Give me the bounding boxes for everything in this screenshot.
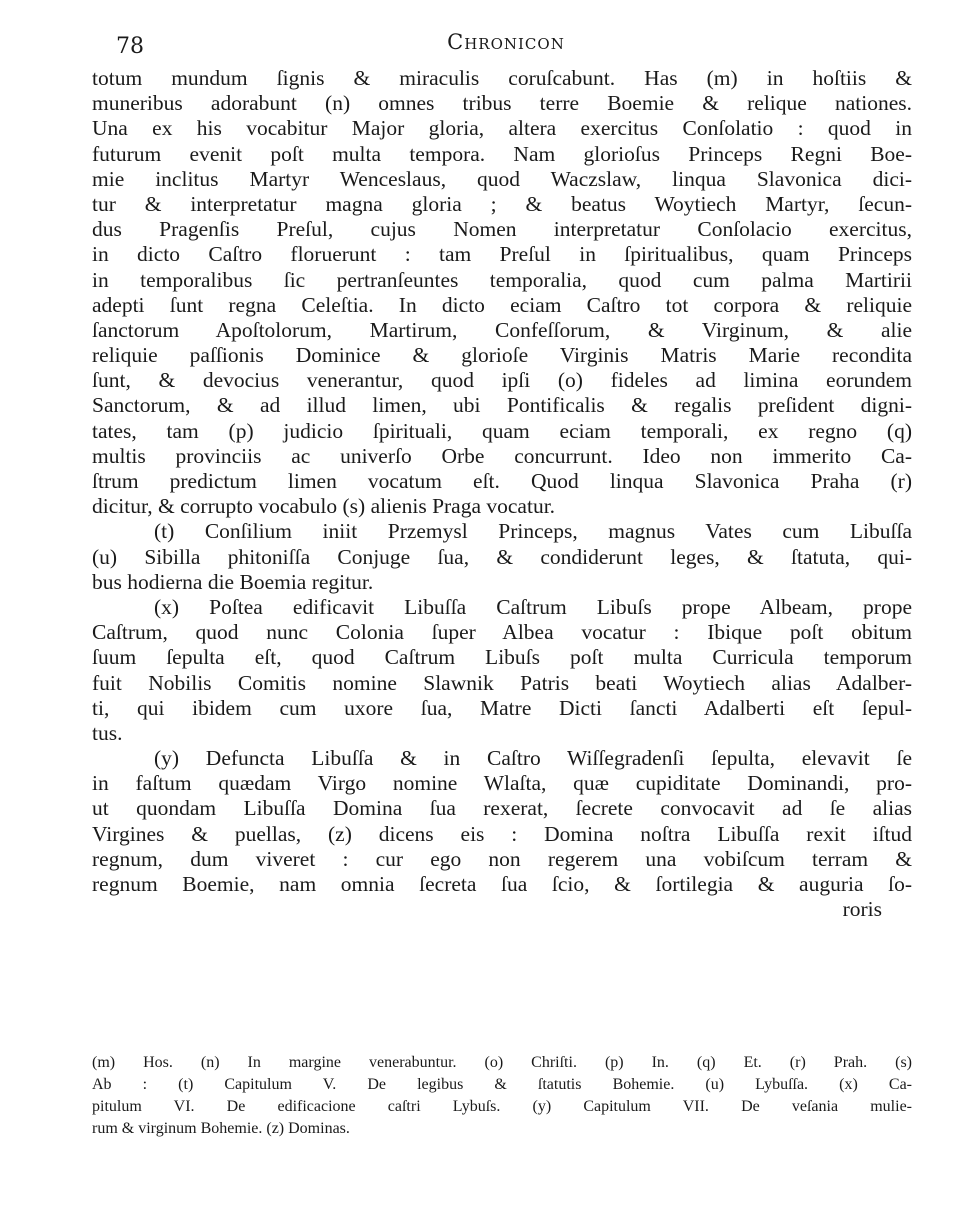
text-line: reliquie paſſionis Dominice & glorioſe Virginis Matris Marie recondita <box>92 343 912 368</box>
footnote-line: pitulum VI. De edificacione caſtri Lybuſs. (y) Capitulum VII. De veſania mulie- <box>92 1098 912 1115</box>
text-line: regnum, dum viveret : cur ego non regerem una vobiſcum terram & <box>92 846 912 871</box>
text-line: Sanctorum, & ad illud limen, ubi Pontificalis & regalis preſident digni- <box>92 393 912 418</box>
text-line: bus hodierna die Boemia regitur. <box>92 569 374 594</box>
text-line: ti, qui ibidem cum uxore ſua, Matre Dicti ſancti Adalberti eſt ſepul- <box>92 695 912 720</box>
text-line: ſtrum predictum limen vocatum eſt. Quod linqua Slavonica Praha (r) <box>92 469 912 493</box>
text-line: muneribus adorabunt (n) omnes tribus terre Boemie & relique nationes. <box>92 91 912 116</box>
page-header <box>92 30 920 60</box>
text-line: totum mundum ſignis & miraculis coruſcabunt. Has (m) in hoſtiis & <box>92 66 912 90</box>
text-line: (t) Conſilium iniit Przemysl Princeps, magnus Vates cum Libuſſa <box>154 519 912 544</box>
main-text <box>92 66 912 922</box>
text-line: Una ex his vocabitur Major gloria, altera exercitus Conſolatio : quod in <box>92 116 912 141</box>
running-title: Chronicon <box>447 30 565 54</box>
text-line: ut quondam Libuſſa Domina ſua rexerat, ſecrete convocavit ad ſe alias <box>92 796 912 821</box>
text-line: futurum evenit poſt multa tempora. Nam glorioſus Princeps Regni Boe- <box>92 141 912 166</box>
footnote-line: rum & virginum Bohemie. (z) Dominas. <box>92 1120 350 1137</box>
text-line: multis provinciis ac univerſo Orbe concurrunt. Ideo non immerito Ca- <box>92 443 912 468</box>
text-line: ſuum ſepulta eſt, quod Caſtrum Libuſs poſt multa Curricula temporum <box>92 645 912 670</box>
text-line: regnum Boemie, nam omnia ſecreta ſua ſcio, & ſortilegia & auguria ſo- <box>92 872 912 896</box>
text-line: (x) Poſtea edificavit Libuſſa Caſtrum Libuſs prope Albeam, prope <box>154 594 912 619</box>
catchword: roris <box>842 897 882 922</box>
footnote-line: (m) Hos. (n) In margine venerabuntur. (o) Chriſti. (p) In. (q) Et. (r) Prah. (s) <box>92 1054 912 1071</box>
text-line: (u) Sibilla phitoniſſa Conjuge ſua, & condiderunt leges, & ſtatuta, qui- <box>92 544 912 569</box>
text-line: adepti ſunt regna Celeſtia. In dicto eciam Caſtro tot corpora & reliquie <box>92 292 912 317</box>
text-line: tur & interpretatur magna gloria ; & beatus Woytiech Martyr, ſecun- <box>92 191 912 216</box>
text-line: mie inclitus Martyr Wenceslaus, quod Waczslaw, linqua Slavonica dici- <box>92 166 912 191</box>
text-line: Caſtrum, quod nunc Colonia ſuper Albea vocatur : Ibique poſt obitum <box>92 620 912 645</box>
text-line: in faſtum quædam Virgo nomine Wlaſta, quæ cupiditate Dominandi, pro- <box>92 771 912 796</box>
page-number: 78 <box>116 34 144 59</box>
text-line: dicitur, & corrupto vocabulo (s) alienis Praga vocatur. <box>92 494 556 519</box>
text-line: (y) Defuncta Libuſſa & in Caſtro Wiſſegradenſi ſepulta, elevavit ſe <box>154 746 912 771</box>
text-line: tates, tam (p) judicio ſpirituali, quam eciam temporali, ex regno (q) <box>92 418 912 443</box>
text-line: tus. <box>92 720 123 745</box>
text-line: Virgines & puellas, (z) dicens eis : Domina noſtra Libuſſa rexit iſtud <box>92 821 912 846</box>
footnotes <box>92 1052 912 1140</box>
text-line: ſanctorum Apoſtolorum, Martirum, Confeſſorum, & Virginum, & alie <box>92 317 912 342</box>
text-line: in dicto Caſtro floruerunt : tam Preſul in ſpiritualibus, quam Princeps <box>92 242 912 267</box>
footnote-line: Ab : (t) Capitulum V. De legibus & ſtatutis Bohemie. (u) Lybuſſa. (x) Ca- <box>92 1076 912 1093</box>
text-line: dus Pragenſis Preſul, cujus Nomen interpretatur Conſolacio exercitus, <box>92 217 912 242</box>
text-line: ſunt, & devocius venerantur, quod ipſi (o) fideles ad limina eorundem <box>92 368 912 393</box>
text-line: in temporalibus ſic pertranſeuntes temporalia, quod cum palma Martirii <box>92 267 912 292</box>
text-line: fuit Nobilis Comitis nomine Slawnik Patris beati Woytiech alias Adalber- <box>92 670 912 695</box>
